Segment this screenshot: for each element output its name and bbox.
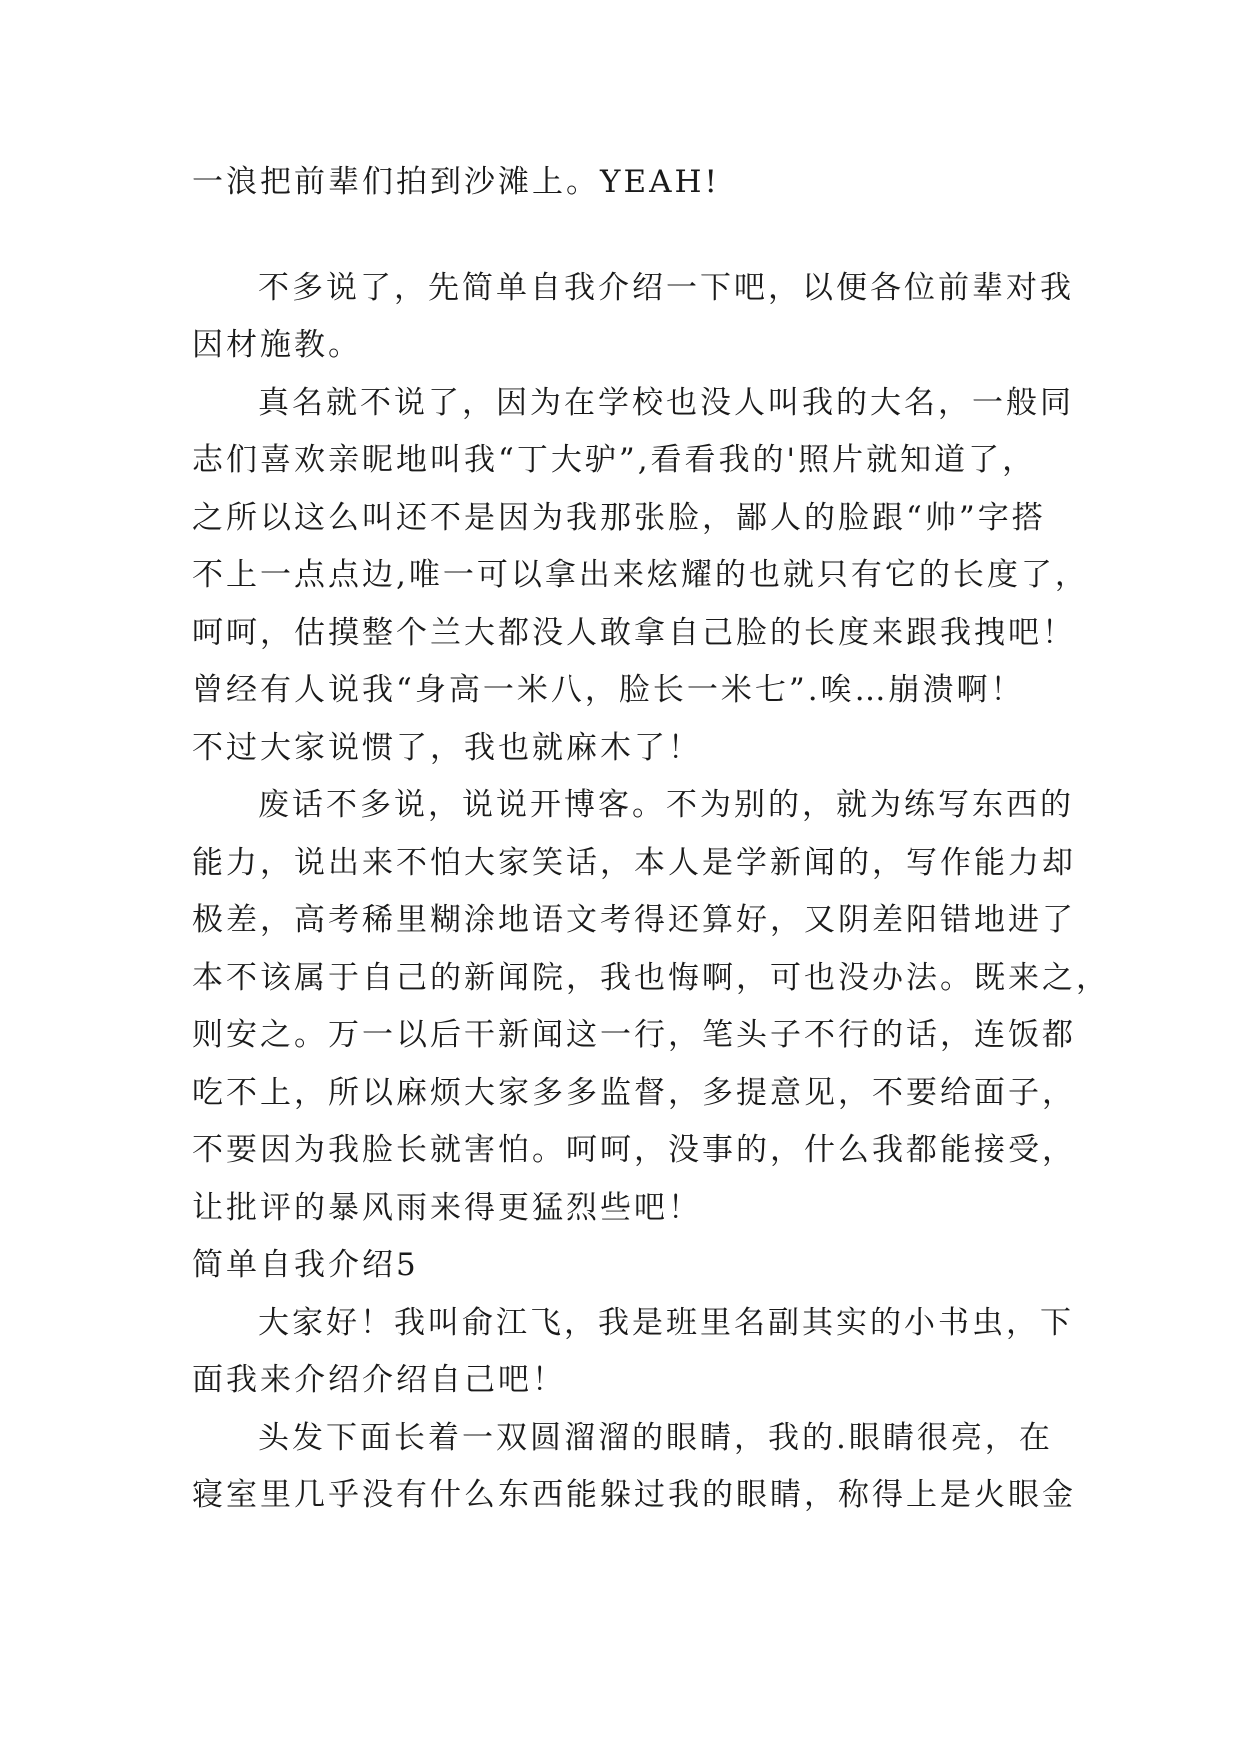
text-line: 废话不多说，说说开博客。不为别的，就为练写东西的 — [258, 787, 1074, 823]
document-body — [192, 154, 1110, 1525]
text-line: 吃不上，所以麻烦大家多多监督，多提意见，不要给面子， — [192, 1074, 1076, 1111]
text-line: 曾经有人说我“身高一米八，脸长一米七”.唉…崩溃啊！ — [192, 672, 1025, 708]
text-line: 能力，说出来不怕大家笑话，本人是学新闻的，写作能力却 — [192, 844, 1076, 881]
text-line: 头发下面长着一双圆溜溜的眼睛，我的.眼睛很亮，在 — [258, 1419, 1053, 1456]
text-line: 大家好！我叫俞江飞，我是班里名副其实的小书虫，下 — [258, 1304, 1074, 1341]
text-line: 志们喜欢亲昵地叫我“丁大驴”,看看我的'照片就知道了， — [192, 442, 1037, 478]
text-line: 本不该属于自己的新闻院，我也悔啊，可也没办法。既来之， — [192, 959, 1110, 996]
text-line: 不上一点点边,唯一可以拿出来炫耀的也就只有它的长度了， — [192, 557, 1089, 593]
text-line: 不多说了，先简单自我介绍一下吧，以便各位前辈对我 — [258, 269, 1074, 306]
text-line: 不要因为我脸长就害怕。呵呵，没事的，什么我都能接受， — [192, 1132, 1076, 1168]
text-line: 则安之。万一以后干新闻这一行，笔头子不行的话，连饭都 — [192, 1017, 1076, 1053]
text-line: 一浪把前辈们拍到沙滩上。YEAH! — [192, 164, 720, 200]
text-line: 真名就不说了，因为在学校也没人叫我的大名，一般同 — [258, 384, 1074, 421]
text-line: 不过大家说惯了，我也就麻木了！ — [192, 729, 702, 766]
text-line: 寝室里几乎没有什么东西能躲过我的眼睛，称得上是火眼金 — [192, 1477, 1076, 1513]
paragraph-gap — [192, 212, 1052, 260]
text-line: 之所以这么叫还不是因为我那张脸，鄙人的脸跟“帅”字搭 — [192, 499, 1046, 536]
text-line: 让批评的暴风雨来得更猛烈些吧！ — [192, 1189, 702, 1226]
text-line: 呵呵，估摸整个兰大都没人敢拿自己脸的长度来跟我拽吧！ — [192, 614, 1076, 651]
section-heading: 简单自我介绍5 — [192, 1247, 419, 1283]
text-line: 极差，高考稀里糊涂地语文考得还算好，又阴差阳错地进了 — [192, 902, 1076, 938]
text-line: 因材施教。 — [192, 327, 362, 363]
text-line: 面我来介绍介绍自己吧！ — [192, 1362, 566, 1398]
